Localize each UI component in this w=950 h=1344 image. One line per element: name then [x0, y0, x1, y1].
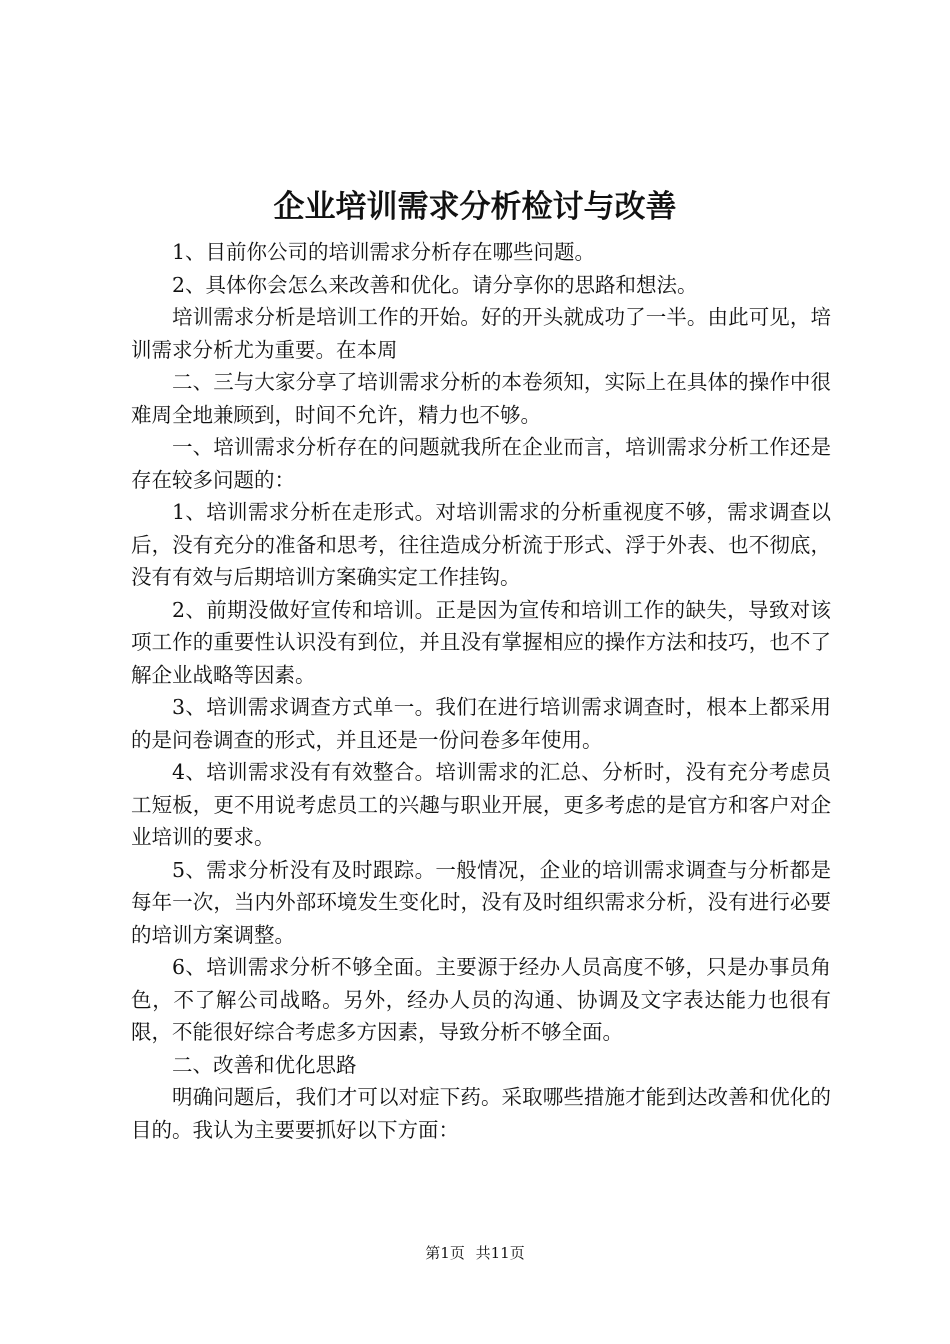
page-footer: [0, 1243, 950, 1263]
paragraph: 3、培训需求调查方式单一。我们在进行培训需求调查时，根本上都采用的是问卷调查的形式，并且还是一份问卷多年使用。: [131, 695, 831, 752]
paragraph: 5、需求分析没有及时跟踪。一般情况，企业的培训需求调查与分析都是每年一次，当内外部环境发生变化时，没有及时组织需求分析，没有进行必要的培训方案调整。: [131, 857, 831, 947]
paragraph: 4、培训需求没有有效整合。培训需求的汇总、分析时，没有充分考虑员工短板，更不用说考虑员工的兴趣与职业开展，更多考虑的是官方和客户对企业培训的要求。: [131, 760, 831, 849]
document-body: [131, 236, 831, 1146]
section-heading: 二、改善和优化思路: [172, 1052, 357, 1077]
paragraph: 一、培训需求分析存在的问题就我所在企业而言，培训需求分析工作还是存在较多问题的：: [131, 435, 831, 492]
paragraph: 二、三与大家分享了培训需求分析的本卷须知，实际上在具体的操作中很难周全地兼顾到，时间不允许，精力也不够。: [131, 370, 831, 427]
paragraph: 2、具体你会怎么来改善和优化。请分享你的思路和想法。: [172, 272, 698, 297]
paragraph: 1、目前你公司的培训需求分析存在哪些问题。: [172, 240, 596, 264]
paragraph: 培训需求分析是培训工作的开始。好的开头就成功了一半。由此可见，培训需求分析尤为重要。在本周: [131, 305, 831, 362]
paragraph: 6、培训需求分析不够全面。主要源于经办人员高度不够，只是办事员角色，不了解公司战略。另外，经办人员的沟通、协调及文字表达能力也很有限，不能很好综合考虑多方因素，导致分析不够全面。: [131, 955, 831, 1044]
paragraph: 1、培训需求分析在走形式。对培训需求的分析重视度不够，需求调查以后，没有充分的准备和思考，往往造成分析流于形式、浮于外表、也不彻底，没有有效与后期培训方案确实定工作挂钩。: [131, 500, 831, 589]
page-total: 共11页: [475, 1244, 525, 1262]
page-number: 第1页: [425, 1244, 465, 1262]
paragraph: 明确问题后，我们才可以对症下药。采取哪些措施才能到达改善和优化的目的。我认为主要要抓好以下方面：: [131, 1085, 831, 1142]
document-title: 企业培训需求分析检讨与改善: [273, 189, 677, 225]
paragraph: 2、前期没做好宣传和培训。正是因为宣传和培训工作的缺失，导致对该项工作的重要性认识没有到位，并且没有掌握相应的操作方法和技巧，也不了解企业战略等因素。: [131, 597, 831, 687]
